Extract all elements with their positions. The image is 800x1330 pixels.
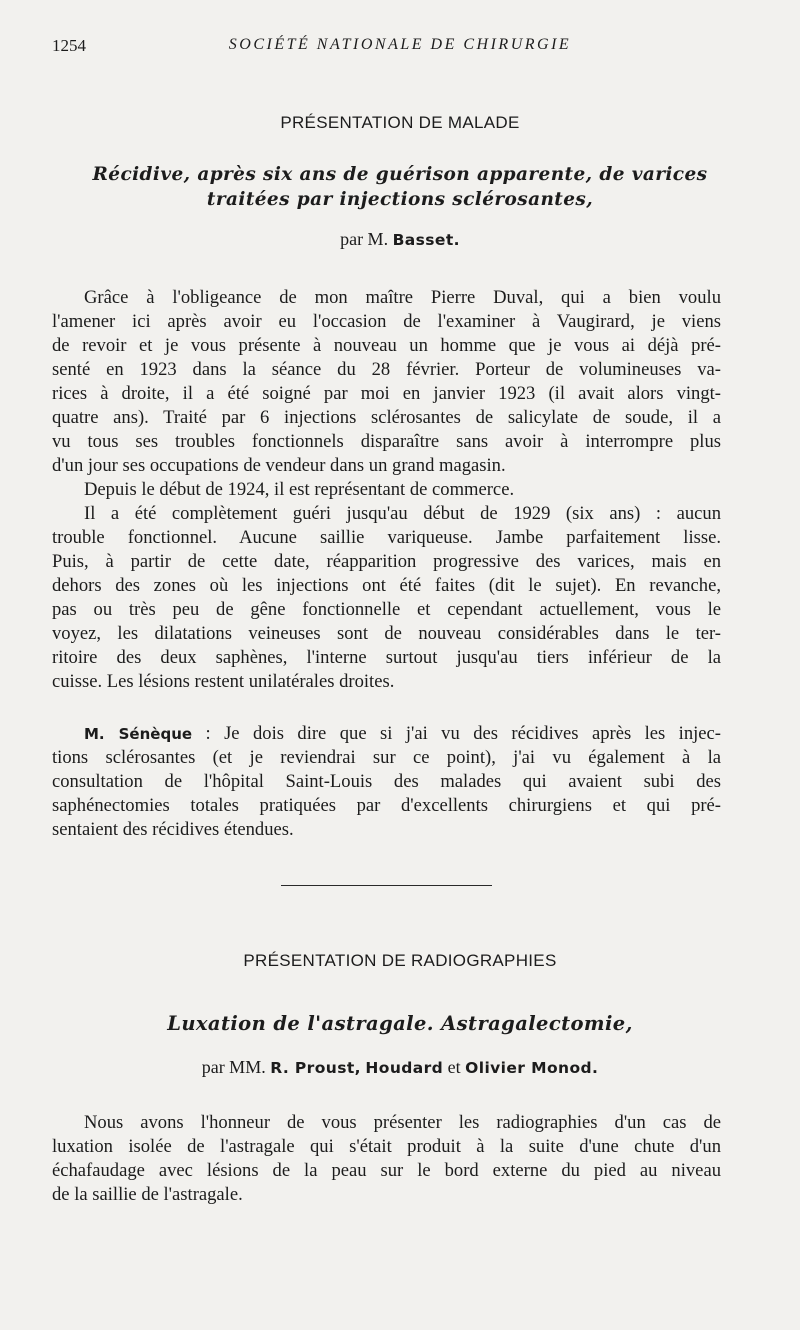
- author-name: Houdard: [365, 1059, 444, 1077]
- paragraph-seneque: [52, 722, 721, 842]
- paragraph-radiographies: [52, 1111, 721, 1207]
- speaker-name: M. Sénèque: [84, 725, 193, 743]
- running-title: SOCIÉTÉ NATIONALE DE CHIRURGIE: [228, 36, 572, 53]
- text-line: d'un jour ses occupations de vendeur dans un grand magasin.: [52, 455, 506, 476]
- text-line: de la saillie de l'astragale.: [52, 1184, 243, 1205]
- text-line: Grâce à l'obligeance de mon maître Pierre Duval, qui a bien voulu: [84, 287, 721, 308]
- text-line: vu tous ses troubles fonctionnels disparaître sans avoir à interrompre plus: [52, 431, 721, 452]
- text-line: consultation de l'hôpital Saint-Louis des malades qui avaient subi des: [52, 771, 721, 792]
- section-heading-malade: PRÉSENTATION DE MALADE: [280, 113, 520, 132]
- text-line: sentaient des récidives étendues.: [52, 819, 294, 840]
- text-line: Nous avons l'honneur de vous présenter les radiographies d'un cas de: [84, 1112, 721, 1133]
- text-line: trouble fonctionnel. Aucune saillie variqueuse. Jambe parfaitement lisse.: [52, 527, 721, 548]
- speaker-text: : Je dois dire que si j'ai vu des récidives après les injec-: [205, 723, 722, 744]
- text-line: rices à droite, il a été soigné par moi en janvier 1923 (il avait alors vingt-: [52, 383, 721, 404]
- text-line: quatre ans). Traité par 6 injections sclérosantes de salicylate de soude, il a: [52, 407, 721, 428]
- text-line: [52, 722, 721, 746]
- section-heading-radiographies: PRÉSENTATION DE RADIOGRAPHIES: [243, 951, 557, 970]
- author-name: Basset.: [392, 231, 460, 249]
- text-line: de revoir et je vous présente à nouveau un homme que je vous ai déjà pré-: [52, 335, 721, 356]
- text-line: dehors des zones où les injections ont été faites (dit le sujet). En revanche,: [52, 575, 721, 596]
- paragraph-1: [52, 286, 721, 694]
- text-line: saphénectomies totales pratiquées par d'excellents chirurgiens et qui pré-: [52, 795, 721, 816]
- article-title-luxation: Luxation de l'astragale. Astragalectomie,: [167, 1012, 633, 1035]
- byline-proust: [0, 1057, 800, 1078]
- text-line: tions sclérosantes (et je reviendrai sur ce point), j'ai vu également à la: [52, 747, 721, 768]
- section-divider: [281, 885, 492, 886]
- text-line: voyez, les dilatations veineuses sont de nouveau considérables dans le ter-: [52, 623, 721, 644]
- article-title-line: traitées par injections sclérosantes,: [206, 189, 594, 210]
- text-line: Depuis le début de 1924, il est représentant de commerce.: [84, 479, 515, 500]
- article-title-line: Récidive, après six ans de guérison apparente, de varices: [92, 164, 708, 185]
- byline-conjunction: et: [447, 1057, 461, 1077]
- text-line: ritoire des deux saphènes, l'interne surtout jusqu'au tiers inférieur de la: [52, 647, 721, 668]
- text-line: l'amener ici après avoir eu l'occasion de l'examiner à Vaugirard, je viens: [52, 311, 721, 332]
- text-line: senté en 1923 dans la séance du 28 février. Porteur de volumineuses va-: [52, 359, 721, 380]
- text-line: Il a été complètement guéri jusqu'au début de 1929 (six ans) : aucun: [84, 503, 721, 524]
- text-line: Puis, à partir de cette date, réapparition progressive des varices, mais en: [52, 551, 721, 572]
- byline-prefix: par M.: [340, 229, 389, 249]
- article-title-varices: [50, 162, 750, 212]
- text-line: cuisse. Les lésions restent unilatérales droites.: [52, 671, 395, 692]
- byline-prefix: par MM.: [201, 1057, 266, 1077]
- text-line: pas ou très peu de gêne fonctionnelle et cependant actuellement, vous le: [52, 599, 721, 620]
- byline-basset: [0, 229, 800, 250]
- author-name: R. Proust,: [270, 1059, 361, 1077]
- page-header: [0, 36, 800, 60]
- author-name: Olivier Monod.: [465, 1059, 599, 1077]
- text-line: échafaudage avec lésions de la peau sur le bord externe du pied au niveau: [52, 1160, 721, 1181]
- page-number: 1254: [52, 36, 86, 55]
- text-line: luxation isolée de l'astragale qui s'était produit à la suite d'une chute d'un: [52, 1136, 721, 1157]
